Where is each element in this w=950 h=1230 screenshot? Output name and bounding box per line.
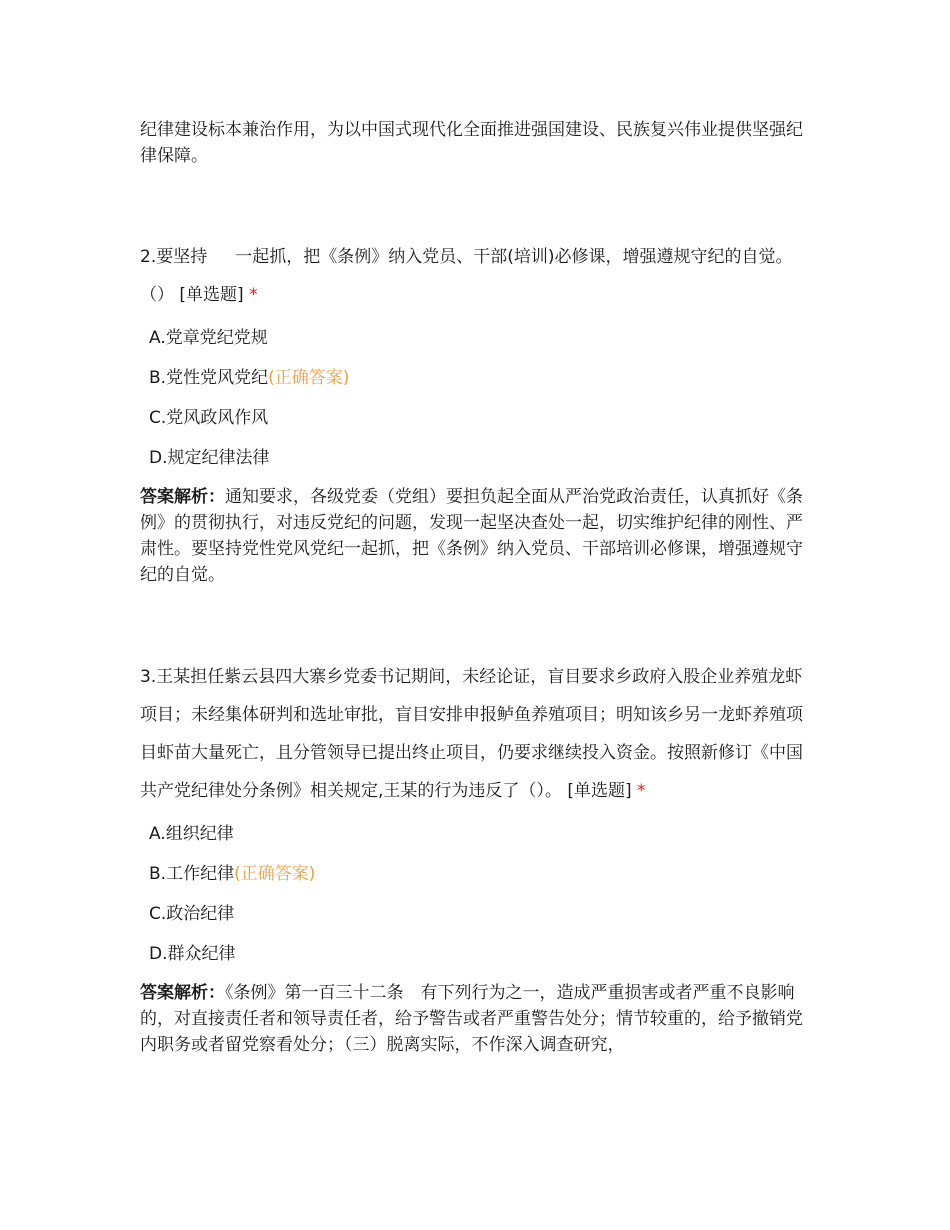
analysis-text: 通知要求，各级党委（党组）要担负起全面从严治党政治责任，认真抓好《条例》的贯彻执行，对违反党纪的问题，发现一起坚决查处一起，切实维护纪律的刚性、严肃性。要坚持党性党风党纪一起抓，把《条例》纳入党员、干部培训必修课，增强遵规守纪的自觉。 — [140, 487, 803, 585]
option-a[interactable] — [149, 814, 812, 854]
question-2 — [140, 238, 812, 588]
question-type-label: [单选题] — [179, 285, 244, 305]
question-stem-part-2: 一起抓，把《条例》纳入党员、干部(培训)必修课，增强遵规守纪的自觉。（） — [140, 247, 793, 305]
option-label: A.党章党纪党规 — [149, 328, 268, 348]
option-label: B.党性党风党纪 — [149, 368, 269, 388]
option-c[interactable] — [149, 894, 812, 934]
option-label: C.政治纪律 — [149, 904, 235, 924]
answer-analysis — [140, 484, 812, 588]
answer-analysis — [140, 980, 812, 1058]
analysis-label: 答案解析： — [140, 983, 225, 1003]
question-3 — [140, 658, 812, 1058]
option-b[interactable] — [149, 358, 812, 398]
options-list — [140, 814, 812, 974]
options-list — [140, 318, 812, 478]
required-star: * — [249, 285, 258, 305]
correct-answer-tag: (正确答案) — [268, 368, 350, 388]
question-stem-part-1: 2.要坚持 — [140, 247, 208, 267]
analysis-label: 答案解析： — [140, 487, 225, 507]
option-label: D.规定纪律法律 — [149, 448, 270, 468]
option-label: C.党风政风作风 — [149, 408, 269, 428]
question-stem — [140, 658, 812, 810]
option-c[interactable] — [149, 398, 812, 438]
option-label: B.工作纪律 — [149, 864, 235, 884]
option-d[interactable] — [149, 438, 812, 478]
option-d[interactable] — [149, 934, 812, 974]
option-b[interactable] — [149, 854, 812, 894]
option-label: D.群众纪律 — [149, 944, 236, 964]
question-stem-text: 3.王某担任紫云县四大寨乡党委书记期间，未经论证，盲目要求乡政府入股企业养殖龙虾项目；未经集体研判和选址审批，盲目安排申报鲈鱼养殖项目；明知该乡另一龙虾养殖项目虾苗大量死亡，且分管领导已提出终止项目，仍要求继续投入资金。按照新修订《中国共产党纪律处分条例》相关规定,王某的行为违反了（）。 — [140, 667, 803, 801]
correct-answer-tag: (正确答案) — [234, 864, 316, 884]
intro-paragraph: 纪律建设标本兼治作用，为以中国式现代化全面推进强国建设、民族复兴伟业提供坚强纪律保障。 — [140, 120, 803, 166]
option-a[interactable] — [149, 318, 812, 358]
required-star: * — [636, 781, 646, 801]
question-stem — [140, 238, 812, 314]
analysis-text: 《条例》第一百三十二条 有下列行为之一，造成严重损害或者严重不良影响的，对直接责任者和领导责任者，给予警告或者严重警告处分；情节较重的，给予撤销党内职务或者留党察看处分；（三）脱离实际，不作深入调查研究， — [140, 983, 803, 1055]
question-type-label: [单选题] — [567, 781, 632, 801]
option-label: A.组织纪律 — [149, 824, 234, 844]
